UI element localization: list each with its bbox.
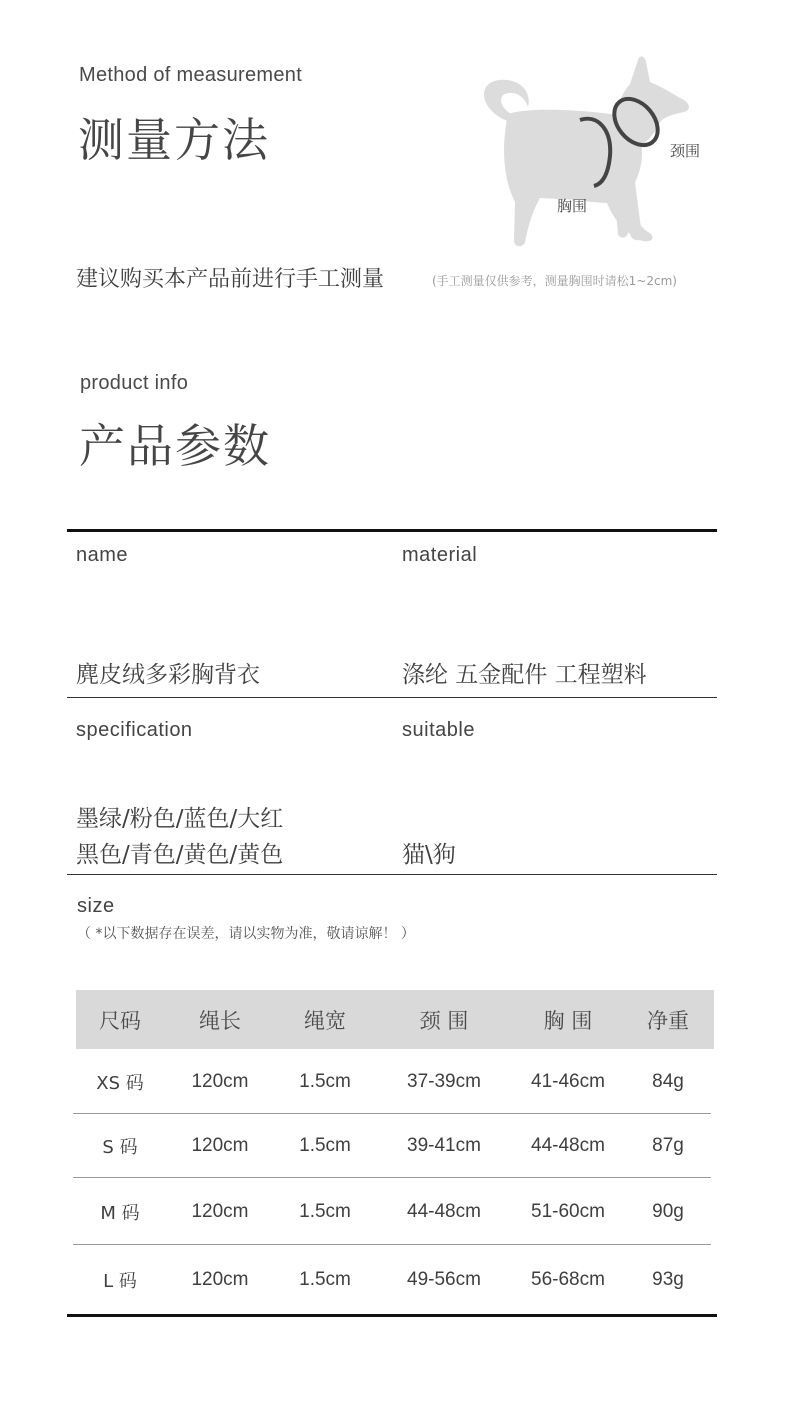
measurement-advice-note: (手工测量仅供参考，测量胸围时请松1~2cm) (432, 274, 677, 288)
size-label: size (77, 895, 115, 917)
measurement-title-cn: 测量方法 (78, 113, 270, 167)
cell-chest: 51-60cm (531, 1200, 605, 1222)
cell-chest: 56-68cm (531, 1269, 605, 1290)
table-row (76, 1049, 714, 1114)
measurement-title-en: Method of measurement (79, 64, 303, 86)
material-label: material (402, 544, 478, 566)
cell-size: L 码 (103, 1271, 137, 1292)
cell-rope-length: 120cm (191, 1135, 249, 1156)
cell-rope-length: 120cm (191, 1269, 249, 1290)
specification-value-line1: 墨绿/粉色/蓝色/大红 (76, 806, 284, 832)
header-weight: 净重 (647, 1008, 689, 1033)
name-value: 麂皮绒多彩胸背衣 (76, 662, 260, 688)
material-value: 涤纶 五金配件 工程塑料 (402, 662, 647, 688)
table-row (76, 1114, 714, 1178)
cell-rope-width: 1.5cm (299, 1269, 351, 1290)
cell-weight: 87g (652, 1135, 684, 1156)
cell-weight: 84g (652, 1070, 684, 1092)
specification-value-line2: 黑色/青色/黄色/黄色 (76, 842, 284, 868)
cell-rope-width: 1.5cm (299, 1070, 351, 1092)
cell-size: M 码 (100, 1202, 140, 1224)
cell-rope-width: 1.5cm (299, 1135, 351, 1156)
header-rope-length: 绳长 (199, 1008, 241, 1033)
table-row (76, 1245, 714, 1315)
product-info-title-en: product info (80, 372, 189, 394)
size-table-header (76, 990, 714, 1049)
cell-chest: 41-46cm (531, 1070, 605, 1092)
divider-name-spec (67, 697, 717, 698)
cell-chest: 44-48cm (531, 1135, 605, 1156)
chest-label: 胸围 (557, 197, 588, 215)
cell-size: XS 码 (96, 1072, 144, 1094)
header-chest: 胸 围 (543, 1008, 593, 1033)
cell-weight: 93g (652, 1269, 684, 1290)
cell-weight: 90g (652, 1200, 684, 1222)
specification-label: specification (76, 719, 193, 741)
cell-size: S 码 (102, 1137, 138, 1158)
header-size: 尺码 (99, 1008, 141, 1033)
header-rope-width: 绳宽 (304, 1008, 346, 1033)
size-note: （ *以下数据存在误差，请以实物为准，敬请谅解！ ） (77, 926, 415, 942)
cell-rope-width: 1.5cm (299, 1200, 351, 1222)
neck-label: 颈围 (670, 142, 701, 160)
product-info-title-cn: 产品参数 (79, 419, 271, 473)
suitable-value: 猫\狗 (402, 842, 456, 868)
cell-rope-length: 120cm (191, 1070, 249, 1092)
cell-neck: 39-41cm (407, 1135, 481, 1156)
dog-silhouette (484, 56, 689, 246)
name-label: name (76, 544, 129, 566)
divider-bottom (67, 1314, 717, 1317)
measurement-advice: 建议购买本产品前进行手工测量 (76, 267, 385, 292)
divider-spec-size (67, 874, 717, 875)
cell-neck: 44-48cm (407, 1200, 481, 1222)
table-row (76, 1178, 714, 1245)
suitable-label: suitable (402, 719, 475, 741)
cell-neck: 49-56cm (407, 1269, 481, 1290)
cell-rope-length: 120cm (191, 1200, 249, 1222)
cell-neck: 37-39cm (407, 1070, 481, 1092)
header-neck: 颈 围 (419, 1008, 469, 1033)
divider-top (67, 529, 717, 532)
size-table (76, 990, 714, 1315)
